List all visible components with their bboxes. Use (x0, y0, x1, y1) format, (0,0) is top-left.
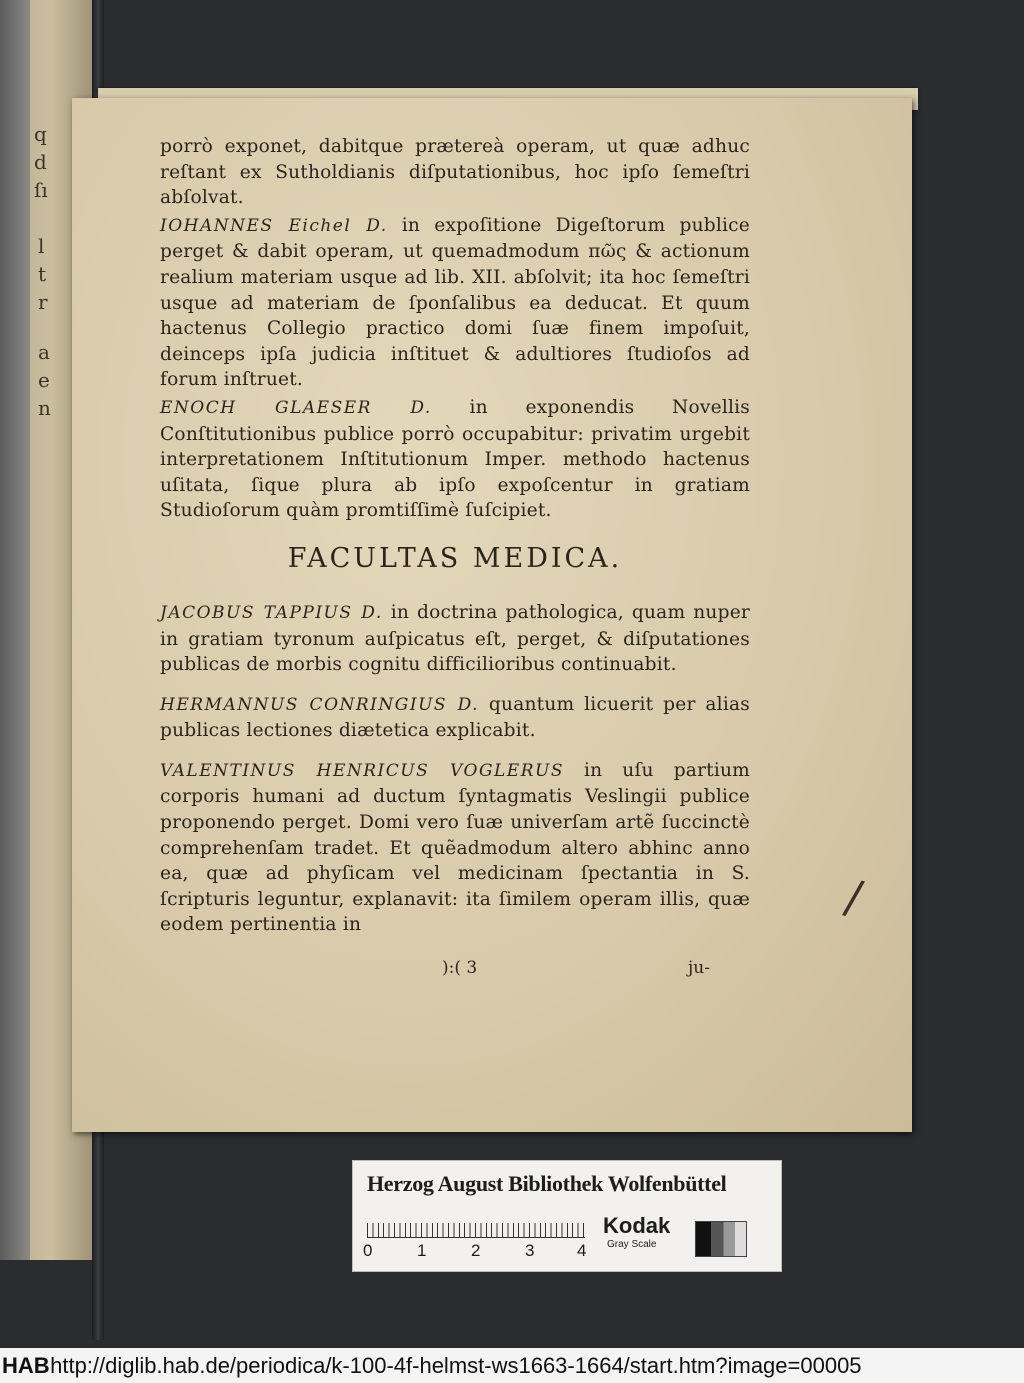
ruler-number: 1 (417, 1241, 427, 1260)
ruler-number: 0 (363, 1241, 373, 1260)
scale-ruler (367, 1211, 585, 1238)
catchword: ju- (688, 958, 710, 978)
ruler-number: 4 (577, 1241, 587, 1260)
source-url-bar (0, 1348, 1024, 1383)
page-text-block (160, 134, 750, 952)
left-page-fragment: e (38, 368, 50, 392)
professor-name: IOHANNES Eichel D. (160, 215, 388, 236)
professor-name: HERMANNUS CONRINGIUS D. (160, 694, 480, 715)
ruler-number: 2 (471, 1241, 481, 1260)
library-label-title: Herzog August Bibliothek Wolfenbüttel (367, 1171, 727, 1196)
gray-scale-swatch (695, 1221, 747, 1257)
signature-mark: ):( 3 (442, 958, 478, 978)
left-page-fragment: n (38, 396, 51, 420)
professor-name: JACOBUS TAPPIUS D. (160, 602, 383, 623)
paragraph-body: quantum licuerit per alias publicas lectiones diætetica explicabit. (160, 693, 751, 742)
left-page-fragment: q (34, 122, 47, 146)
left-page-fragment: d (34, 150, 47, 174)
paragraph-body: in doctrina pathologica, quam nuper in gratiam tyronum auſpicatus eſt, perget, & diſputationes publicas de morbis cognitu difficilioribus continuabit. (160, 601, 750, 676)
medical-faculty-section (160, 600, 750, 938)
left-page-fragment: ſı (34, 178, 48, 202)
left-page-fragment: l (38, 234, 45, 258)
ruler-number: 3 (525, 1241, 535, 1260)
professor-name: ENOCH GLAESER D. (160, 397, 432, 418)
paragraph-continuation: porrò exponet, dabitque prætereà operam, ut quæ adhuc reſtant ex Sutholdianis diſputationibus, hoc ipſo ſemeſtri abſolvat. (160, 136, 750, 209)
left-page-shadow (0, 0, 30, 1260)
paragraph-body: in expoſitione Digeſtorum publice perget & dabit operam, ut quemadmodum πῶς & actionum realium materiam usque ad lib. XII. abſolvit; ita hoc ſemeſtri usque ad materiam de ſponſalibus ea deducat. Et quum hactenus Collegio practico domi ſuæ finem impoſuit, deinceps ipſa judicia inſtituet & adultiores ſtudioſos ad forum inſtruet. (160, 214, 750, 391)
professor-name: VALENTINUS HENRICUS VOGLERUS (160, 760, 564, 781)
margin-ink-stroke: / (840, 868, 867, 926)
paragraph-conringius (160, 692, 750, 744)
paragraph-glaeser (160, 395, 750, 524)
section-heading: FACULTAS MEDICA. (287, 542, 623, 574)
paragraph-voglerus (160, 758, 750, 938)
paragraph-tappius (160, 600, 750, 678)
paragraph-body: in uſu partium corporis humani ad ductum ſyntagmatis Veslingii publice proponendo perget. Domi vero ſuæ univerſam artẽ ſuccinctè comprehenſam tradet. Et quẽadmodum altero abhinc anno ea, quæ ad phyſicam vel medicinam ſpectantia in S. ſcripturis leguntur, explanavit: ita ſimilem operam illis, quæ eodem pertinentia in (160, 759, 750, 936)
paragraph-body: in exponendis Novellis Conſtitutionibus publice porrò occupabitur: privatim urgebit interpretationem Inſtitutionum Imper. methodo hactenus uſitata, ſique plura ab ipſo expoſcentur in gratiam Studioſorum quàm promtiſſimè ſuſcipiet. (160, 396, 751, 522)
left-page-fragment: r (38, 290, 48, 314)
library-color-target (352, 1160, 782, 1272)
gray-scale-caption: Gray Scale (607, 1239, 657, 1250)
left-page-fragment: t (38, 262, 47, 286)
left-page-fragment: a (38, 340, 50, 364)
source-url-link[interactable]: http://diglib.hab.de/periodica/k-100-4f-helmst-ws1663-1664/start.htm?image=00005 (50, 1353, 862, 1378)
paragraph-eichel (160, 213, 750, 393)
kodak-logo: Kodak (603, 1213, 671, 1238)
hab-logo: HAB (2, 1353, 50, 1378)
document-page (72, 98, 912, 1132)
